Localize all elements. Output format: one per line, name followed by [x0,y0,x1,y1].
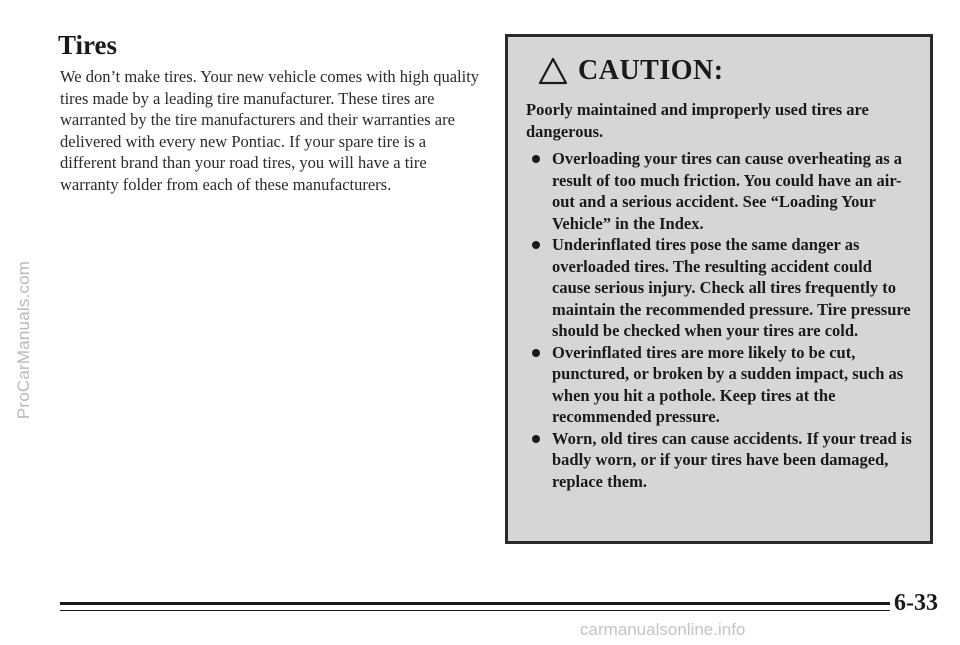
footer-rule-thin [60,610,890,611]
caution-intro: Poorly maintained and improperly used tires are dangerous. [526,100,869,141]
caution-item-text: Overinflated tires are more likely to be cut, punctured, or broken by a sudden impact, such as when you hit a pothole. Keep tires at the recommended pressure. [552,342,904,426]
caution-item-text: Underinflated tires pose the same danger as overloaded tires. The resulting accident could cause serious injury. Check all tires frequently to maintain the recommended pressure. Tire pressure should be checked when your tires are cold. [552,235,911,340]
caution-item [526,428,912,493]
bullet-icon [532,435,540,443]
caution-item [526,148,912,234]
side-watermark-text: ProCarManuals.com [14,260,33,420]
page-number: 6-33 [894,590,938,616]
bullet-icon [532,349,540,357]
side-watermark [4,160,44,520]
caution-item-text: Overloading your tires can cause overheating as a result of too much friction. You could have an air-out and a serious accident. See “Loading Your Vehicle” in the Index. [552,149,902,233]
footer-rule-thick [60,602,890,605]
section-body-text: We don’t make tires. Your new vehicle comes with high quality tires made by a leading tire manufacturer. These tires are warranted by the tire manufacturers and their warranties are delivered with every new Pontiac. If your spare tire is a different brand than your road tires, you will have a tire warranty folder from each of these manufacturers. [60,67,480,194]
bullet-icon [532,241,540,249]
caution-item [526,342,912,428]
footer-watermark: carmanualsonline.info [580,620,746,639]
caution-item [526,234,912,342]
warning-triangle-icon [538,57,568,85]
caution-title: CAUTION: [578,55,724,86]
section-title: Tires [58,30,118,60]
caution-box [505,34,933,544]
caution-list [526,148,912,492]
caution-item-text: Worn, old tires can cause accidents. If your tread is badly worn, or if your tires have been damaged, replace them. [552,428,912,491]
bullet-icon [532,155,540,163]
caution-header [538,55,912,87]
